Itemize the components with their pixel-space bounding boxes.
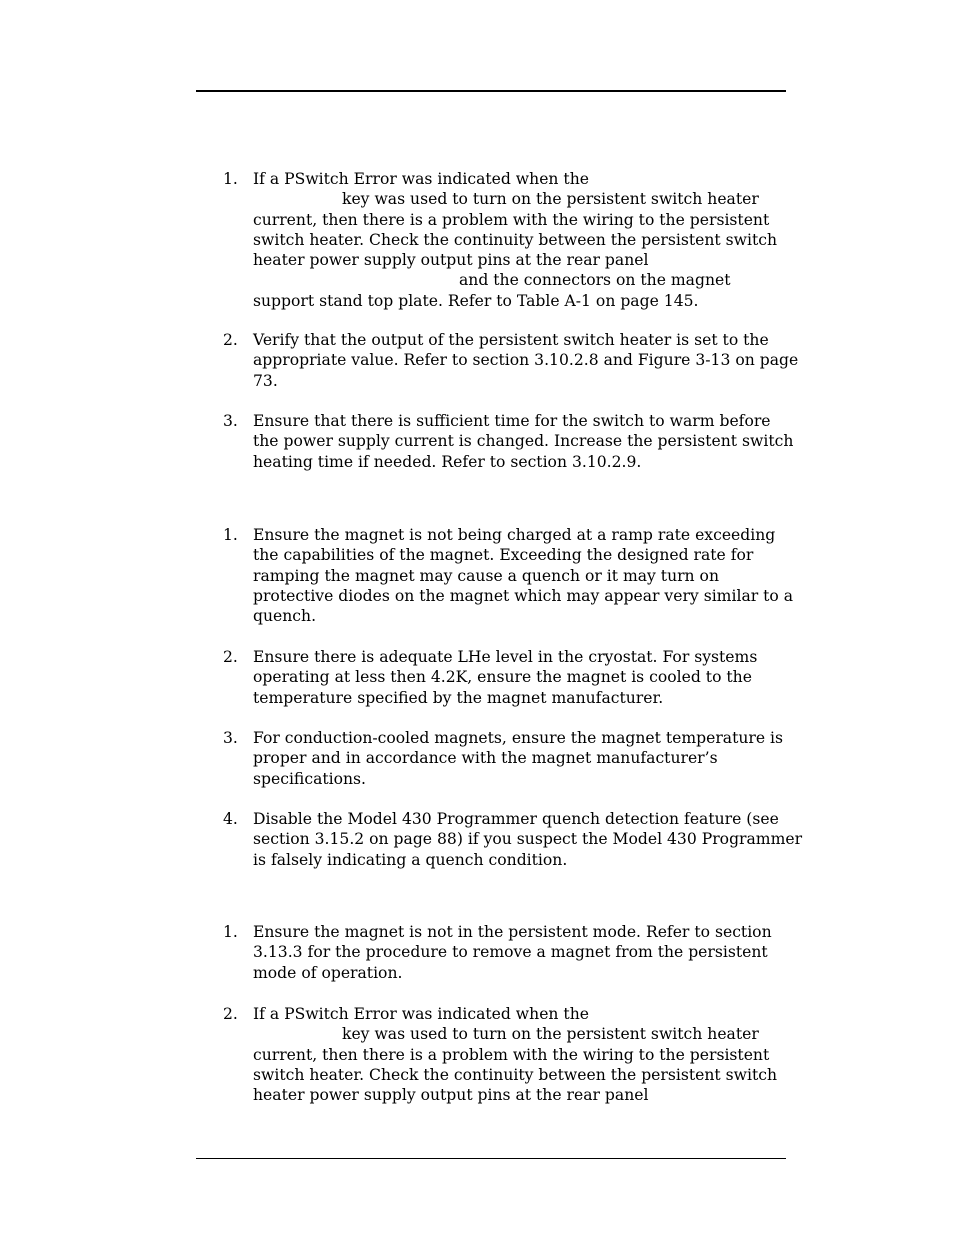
- list-number: 4.: [223, 810, 238, 828]
- list-item: [223, 809, 803, 870]
- list-item: [223, 525, 793, 626]
- list-number: 3.: [223, 729, 238, 747]
- list-text: Ensure there is adequate LHe level in the cryostat. For systems operating at less then 4.2K, ensure the magnet is cooled to the temperature specified by the magnet manufacturer.: [253, 648, 758, 707]
- list-number: 1.: [223, 526, 238, 544]
- list-text: If a PSwitch Error was indicated when the key was used to turn on the persistent switch heater current, then there is a problem with the wiring to the persistent switch heater. Check the continuity between the persistent switch heater power supply output pins at the rear panel: [253, 1005, 777, 1105]
- list-item: [223, 728, 793, 789]
- list-number: 2.: [223, 1005, 238, 1023]
- list-text: Ensure the magnet is not being charged at a ramp rate exceeding the capabilities of the magnet. Exceeding the designed rate for ramping the magnet may cause a quench or it may turn on protective diodes on the magnet which may appear very similar to a quench.: [253, 526, 794, 626]
- list-item: [223, 922, 793, 983]
- list-item: [223, 330, 799, 391]
- list-item: [223, 411, 793, 472]
- list-number: 2.: [223, 331, 238, 349]
- list-text: Disable the Model 430 Programmer quench detection feature (see section 3.15.2 on page 88) if you suspect the Model 430 Programmer is falsely indicating a quench condition.: [253, 810, 803, 869]
- list-item: [223, 647, 793, 708]
- list-item: [223, 1004, 793, 1105]
- list-text: Verify that the output of the persistent switch heater is set to the appropriate value. Refer to section 3.10.2.8 and Figure 3-13 on page 73.: [253, 331, 799, 390]
- list-number: 3.: [223, 412, 238, 430]
- list-number: 2.: [223, 648, 238, 666]
- list-number: 1.: [223, 170, 238, 188]
- list-text: Ensure that there is sufficient time for the switch to warm before the power supply current is changed. Increase the persistent switch heating time if needed. Refer to section 3.10.2.9.: [253, 412, 794, 471]
- list-number: 1.: [223, 923, 238, 941]
- list-text: If a PSwitch Error was indicated when the key was used to turn on the persistent switch heater current, then there is a problem with the wiring to the persistent switch heater. Check the continuity between the persistent switch heater power supply output pins at the rear panel and the connectors on the magnet support stand top plate. Refer to Table A-1 on page 145.: [253, 170, 777, 310]
- footer-rule: [196, 1158, 786, 1159]
- list-text: For conduction-cooled magnets, ensure the magnet temperature is proper and in accordance with the magnet manufacturer’s specifications.: [253, 729, 784, 788]
- list-item: [223, 169, 793, 311]
- header-rule: [196, 90, 786, 92]
- list-text: Ensure the magnet is not in the persistent mode. Refer to section 3.13.3 for the procedure to remove a magnet from the persistent mode of operation.: [253, 923, 772, 982]
